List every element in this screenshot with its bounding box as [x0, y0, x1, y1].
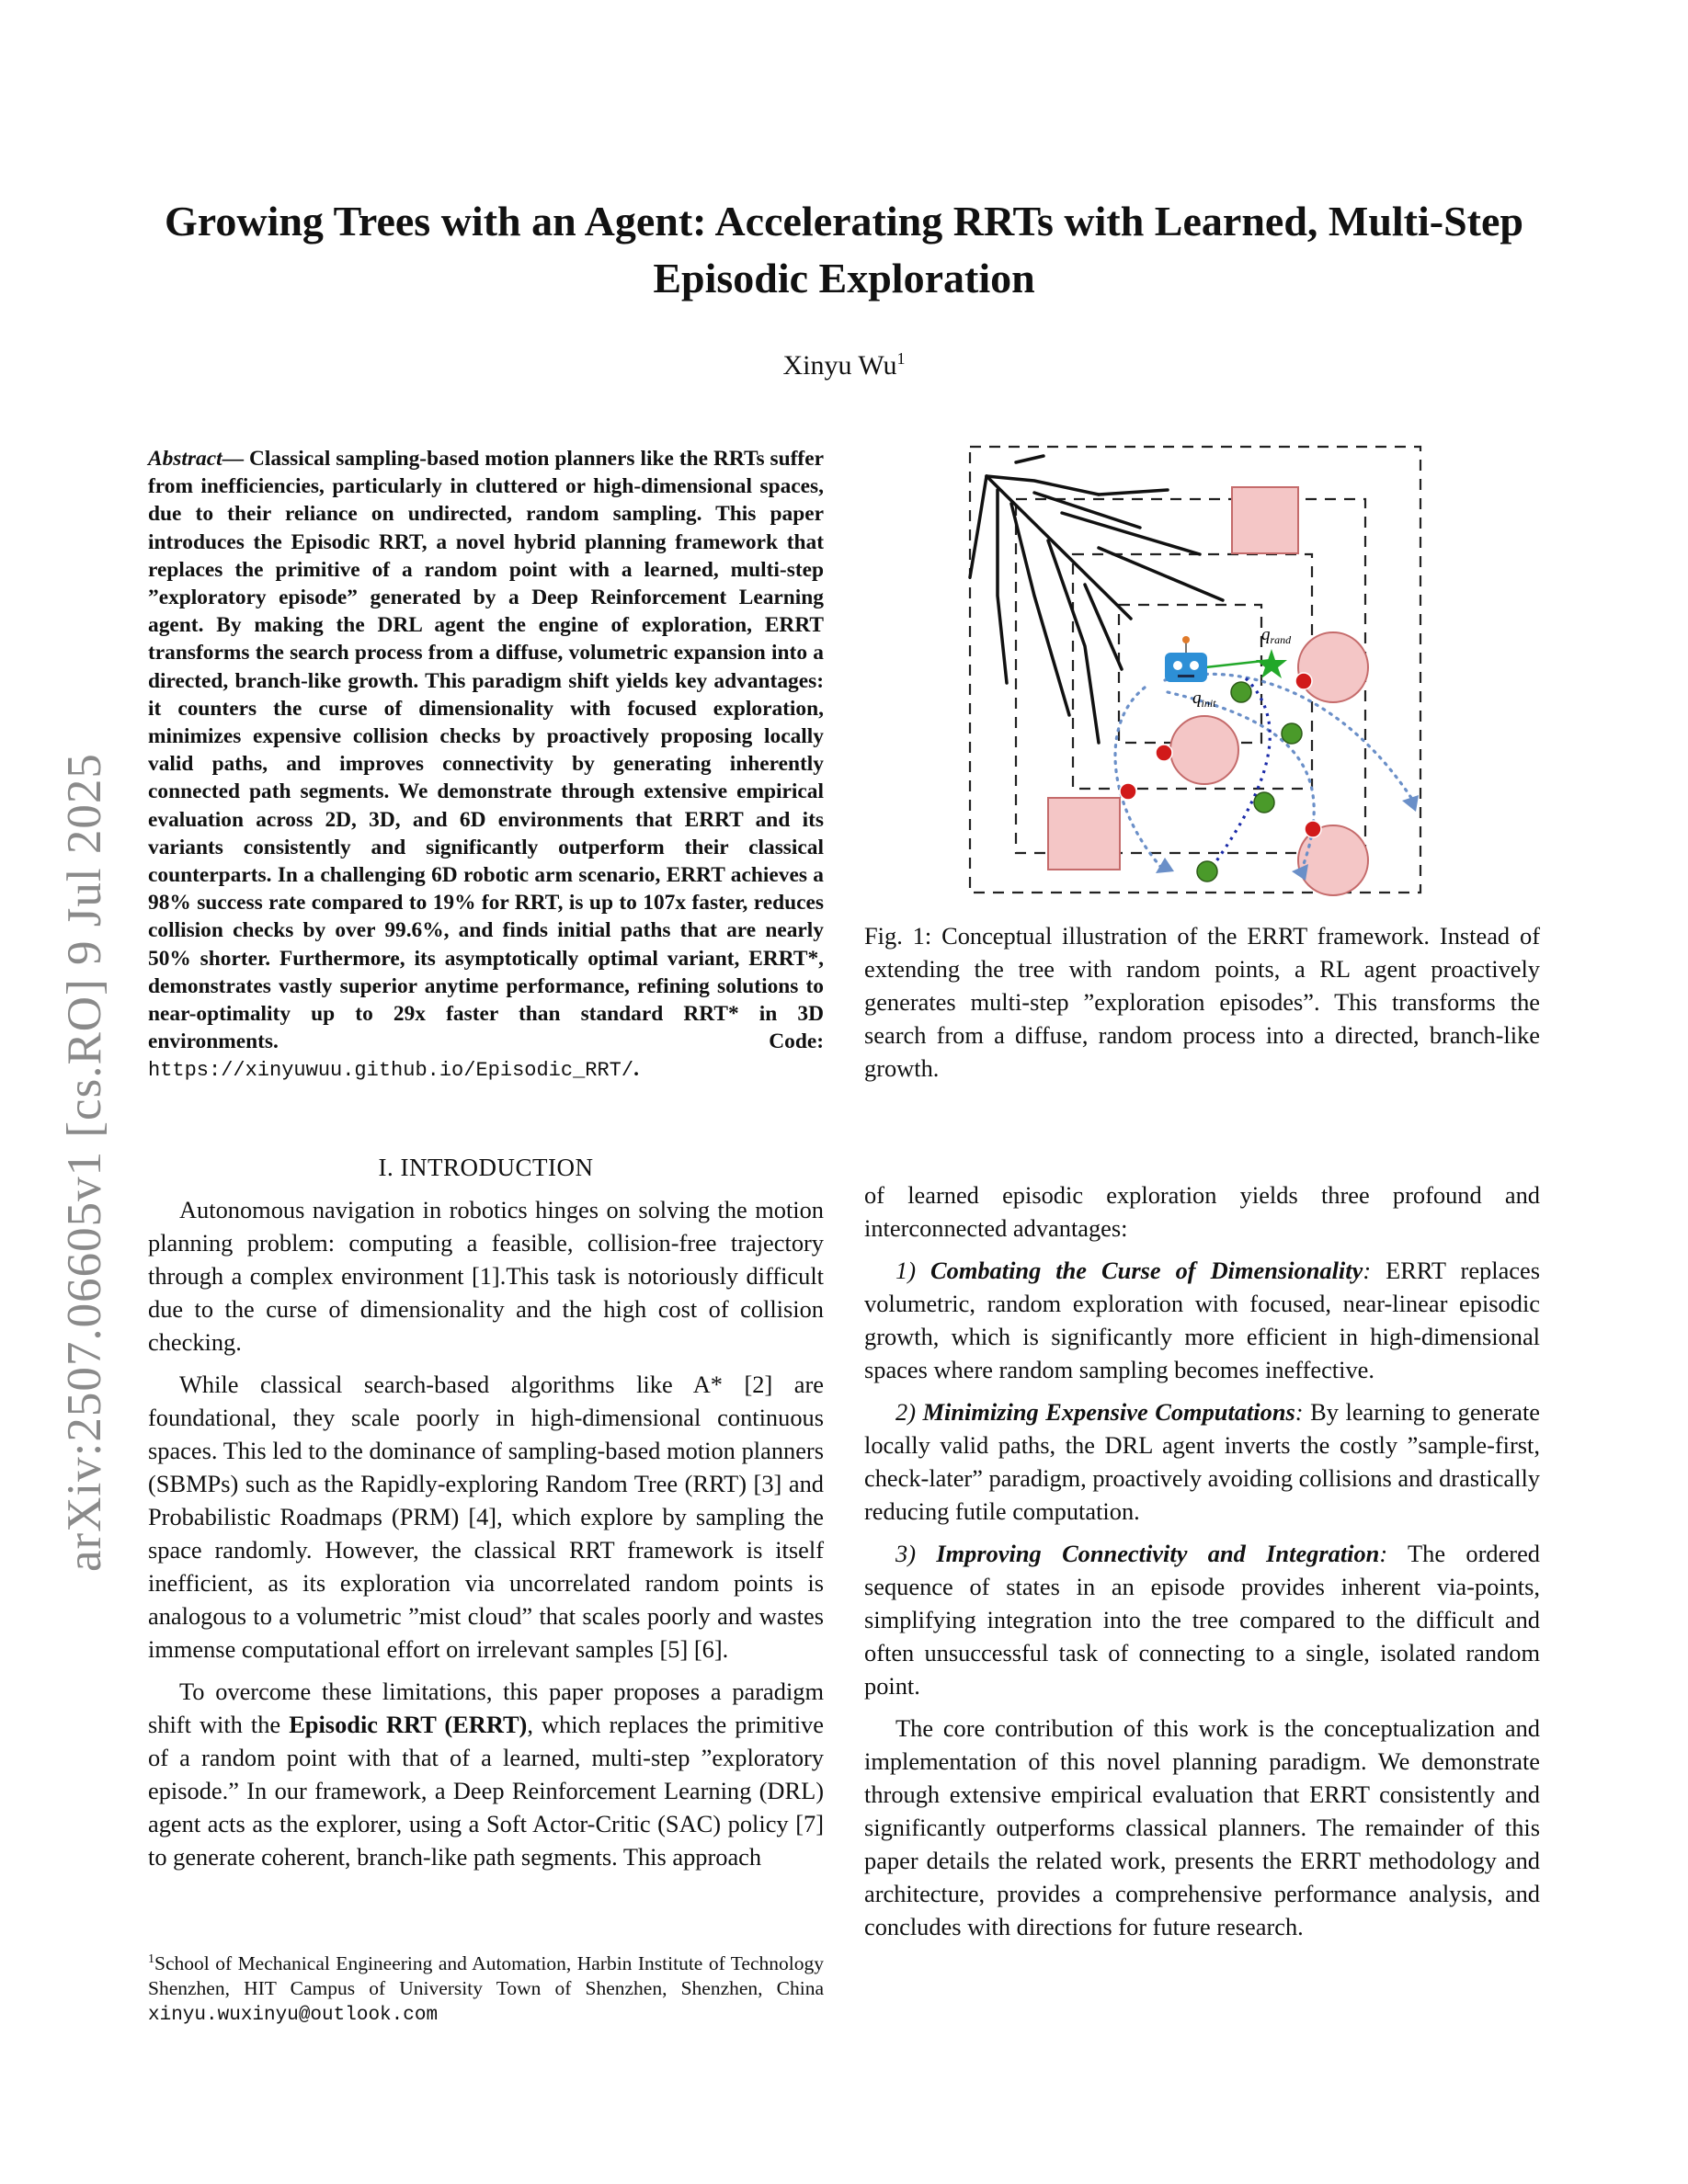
advantage-item-1: [864, 1254, 1540, 1386]
footnote-mark: 1: [148, 1952, 154, 1966]
intro-paragraph-3: [148, 1675, 824, 1873]
intro-paragraph-1: Autonomous navigation in robotics hinges on solving the motion planning problem: computing a feasible, collision-free trajectory through a complex environment [1].This task is notoriously difficult due to the curse of dimensionality and the high cost of collision checking.: [148, 1196, 824, 1356]
abstract: [148, 445, 824, 1086]
qinit-subscript: init: [1201, 697, 1216, 710]
paper-title: Growing Trees with an Agent: Accelerating RRTs with Learned, Multi-Step Episodic Exploration: [164, 198, 1524, 301]
tree-branch: [1099, 548, 1223, 600]
intro-p3-term: Episodic RRT (ERRT): [289, 1711, 528, 1738]
caption-prefix: Fig. 1:: [864, 922, 932, 950]
section-heading-introduction: I. INTRODUCTION: [378, 1154, 594, 1181]
abstract-end: .: [633, 1057, 639, 1082]
obstacle-square-top: [1232, 487, 1298, 553]
tree-branch: [1016, 456, 1044, 462]
obstacle-circle-middle: [1170, 716, 1238, 784]
tree-branch: [1099, 490, 1168, 495]
episode-path: [1115, 688, 1163, 870]
qinit-label: q: [1192, 688, 1202, 708]
intro-p3-end: , which replaces the primitive of a random point with that of a learned, multi-step ”exploratory episode.” In our framework, a Deep Reinforcement Learning (DRL) agent acts as the explorer, using a Soft Actor-Critic (SAC) policy [7] to generate coherent, branch-like path segments. This approach: [148, 1711, 824, 1871]
author-affiliation-mark: 1: [896, 349, 906, 368]
tree-trunk: [987, 476, 1131, 619]
tree-branch: [1034, 493, 1140, 528]
svg-text:qinit: [1192, 688, 1216, 710]
tree-branch: [970, 476, 987, 577]
collision-warning-icon: [1295, 673, 1312, 689]
advantage-text: By learning to generate locally valid paths, the DRL agent inverts the costly ”sample-first, check-later” paradigm, proactively avoiding collisions and drastically reducing futile computation.: [864, 1398, 1541, 1525]
advantage-colon: :: [1379, 1540, 1388, 1567]
advantage-colon: :: [1363, 1257, 1372, 1284]
footnote-text: School of Mechanical Engineering and Automation, Harbin Institute of Technology Shenzhen, HIT Campus of University Town of Shenzhen, Shenzhen, China: [148, 1952, 824, 2000]
svg-text:qrand: [1261, 625, 1292, 646]
advantage-number: 2): [895, 1398, 916, 1426]
collision-warning-icon: [1156, 745, 1172, 761]
advantage-number: 1): [895, 1257, 916, 1284]
qrand-label: q: [1261, 625, 1271, 644]
episode-node: [1231, 682, 1251, 702]
agent-body: [1165, 653, 1207, 682]
errt-diagram: [961, 439, 1439, 899]
footnote-email[interactable]: xinyu.wuxinyu@outlook.com: [148, 2005, 439, 2027]
episode-node: [1282, 723, 1302, 744]
affiliation-footnote: [148, 1947, 824, 2028]
advantage-text: ERRT replaces volumetric, random exploration with focused, near-linear episodic growth, which is significantly more efficient in high-dimensional spaces where random sampling becomes ineffective.: [864, 1257, 1540, 1383]
agent-antenna: [1182, 636, 1190, 643]
intro-p3-start: To overcome these limitations, this paper proposes a paradigm shift with the: [148, 1678, 824, 1738]
figure-errt-illustration: [961, 439, 1439, 899]
obstacle-circle-right: [1298, 632, 1368, 702]
abstract-text: Classical sampling-based motion planners like the RRTs suffer from inefficiencies, particularly in cluttered or high-dimensional spaces, due to their reliance on undirected, random sampling. This paper introduces the Episodic RRT, a novel hybrid planning framework that replaces the primitive of a random point with a learned, multi-step ”exploratory episode” generated by a Deep Reinforcement Learning agent. By making the DRL agent the engine of exploration, ERRT transforms the search process from a diffuse, volumetric expansion into a directed, branch-like growth. This paradigm shift yields key advantages: it counters the curse of dimensionality with focused exploration, minimizes expensive collision checks by proactively proposing locally valid paths, and improves connectivity by generating inherently connected path segments. We demonstrate through extensive empirical evaluation across 2D, 3D, and 6D environments that ERRT and its variants consistently and significantly outperform their classical counterparts. In a challenging 6D robotic arm scenario, ERRT achieves a 98% success rate compared to 19% for RRT, is up to 107x faster, reduces collision checks by over 99.6%, and finds initial paths that are nearly 50% shorter. Furthermore, its asymptotically optimal variant, ERRT*, demonstrates vastly superior anytime performance, refining solutions to near-optimality up to 29x faster than standard RRT* in 3D environments. Code:: [148, 447, 824, 1054]
episode-node: [1197, 861, 1217, 882]
right-paragraph-lead: of learned episodic exploration yields three profound and interconnected advantages:: [864, 1181, 1540, 1242]
author-line: [0, 349, 1688, 381]
contribution-paragraph: The core contribution of this work is the conceptualization and implementation of this novel planning paradigm. We demonstrate through extensive empirical evaluation that ERRT consistently and significantly outperforms classical planners. The remainder of this paper details the related work, presents the ERRT methodology and architecture, provides a comprehensive performance analysis, and concludes with directions for future research.: [864, 1714, 1540, 1940]
advantage-title: Combating the Curse of Dimensionality: [930, 1257, 1363, 1284]
abstract-label: Abstract: [148, 447, 222, 471]
caption-text: Conceptual illustration of the ERRT framework. Instead of extending the tree with random points, a RL agent proactively generates multi-step ”exploration episodes”. This transforms the search from a diffuse, random process into a directed, branch-like growth.: [864, 922, 1540, 1082]
tree-branch: [1062, 513, 1200, 554]
tree-branch: [998, 490, 1007, 683]
tree-branch: [1011, 504, 1069, 715]
advantage-item-2: [864, 1395, 1540, 1528]
advantage-title: Minimizing Expensive Computations: [922, 1398, 1295, 1426]
obstacle-square-bottom: [1048, 798, 1120, 870]
arrowhead: [1156, 858, 1174, 873]
qrand-star-icon: [1256, 649, 1287, 678]
figure-caption: [864, 919, 1540, 1085]
arxiv-identifier-stamp: arXiv:2507.06605v1 [cs.RO] 9 Jul 2025: [58, 753, 111, 1572]
episode-node: [1254, 792, 1274, 813]
code-link[interactable]: https://xinyuwuu.github.io/Episodic_RRT/: [148, 1059, 634, 1083]
advantage-text: The ordered sequence of states in an episode provides inherent via-points, simplifying integration into the tree compared to the difficult and often unsuccessful task of connecting to a single, isolated random point.: [864, 1540, 1540, 1700]
author-name: Xinyu Wu: [782, 350, 897, 381]
episode-arrowheads: [1156, 795, 1419, 881]
tree-branch: [1085, 585, 1122, 669]
right-column-body: [864, 1178, 1540, 1952]
advantage-item-3: [864, 1537, 1540, 1702]
advantage-title: Improving Connectivity and Integration: [936, 1540, 1380, 1567]
collision-warning-icon: [1305, 821, 1321, 837]
intro-paragraph-2: While classical search-based algorithms like A* [2] are foundational, they scale poorly in high-dimensional continuous spaces. This led to the dominance of sampling-based motion planners (SBMPs) such as the Rapidly-exploring Random Tree (RRT) [3] and Probabilistic Roadmaps (PRM) [4], which explore by sampling the space randomly. However, the classical RRT framework is itself inefficient, as its exploration via uncorrelated random points is analogous to a volumetric ”mist cloud” that scales poorly and wastes immense computational effort on irrelevant samples [5] [6].: [148, 1371, 824, 1663]
abstract-dash: —: [222, 447, 244, 471]
robot-agent-icon: [1165, 636, 1207, 682]
qrand-subscript: rand: [1270, 633, 1292, 646]
collision-warning-icon: [1120, 783, 1136, 800]
advantage-colon: :: [1295, 1398, 1304, 1426]
advantage-number: 3): [895, 1540, 916, 1567]
left-column-body: [148, 1193, 824, 1883]
